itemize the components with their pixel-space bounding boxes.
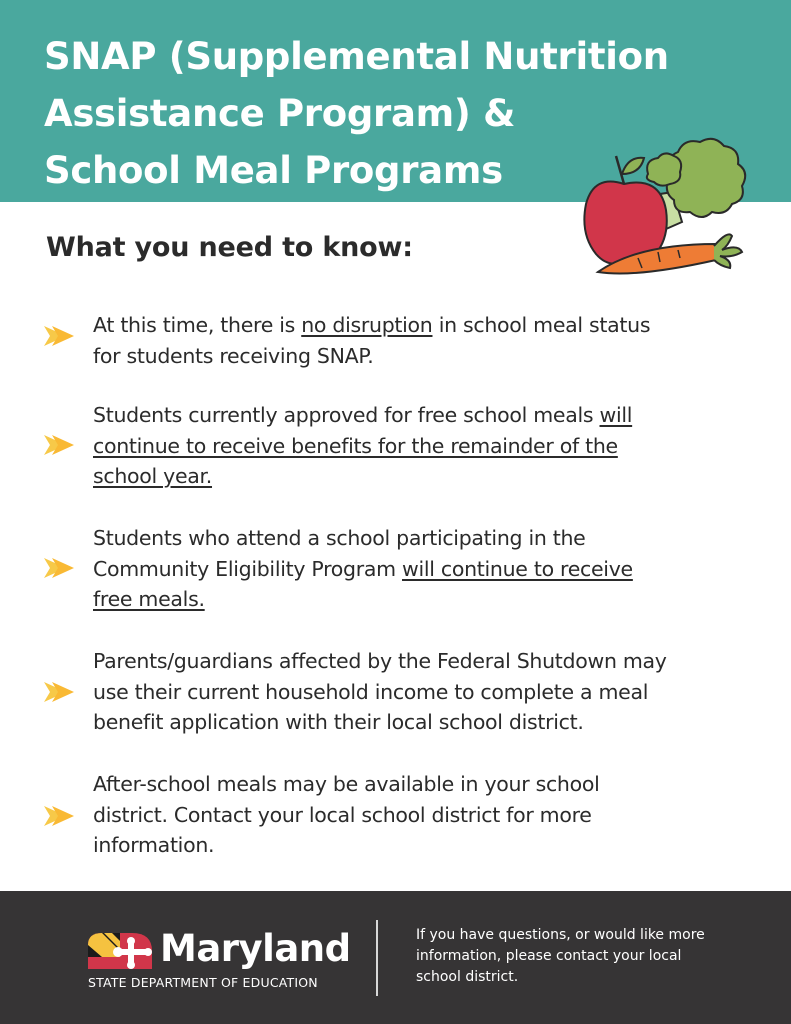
footer-divider [376, 920, 378, 996]
info-text: Students who attend a school participating in the Community Eligibility Program will continue to receive free meals. [93, 526, 633, 611]
section-heading: What you need to know: [46, 232, 413, 263]
msde-logo [88, 925, 351, 995]
page-title [44, 28, 669, 199]
info-text: At this time, there is no disruption in school meal status for students receiving SNAP. [93, 313, 651, 368]
title-line: Assistance Program) & [44, 92, 516, 135]
double-chevron-right-icon [44, 435, 74, 455]
maryland-flag-icon [88, 931, 152, 969]
title-line: School Meal Programs [44, 149, 503, 192]
info-text: After-school meals may be available in your school district. Contact your local school district for more information. [93, 772, 600, 857]
brand-name: Maryland [160, 927, 351, 970]
department-name: STATE DEPARTMENT OF EDUCATION [88, 975, 318, 990]
double-chevron-right-icon [44, 806, 74, 826]
apple-broccoli-carrot-icon [578, 134, 754, 284]
double-chevron-right-icon [44, 682, 74, 702]
contact-note: If you have questions, or would like more information, please contact your local school district. [416, 927, 705, 985]
info-text: Parents/guardians affected by the Federal Shutdown may use their current household income to complete a meal benefit application with their local school district. [93, 649, 667, 734]
double-chevron-right-icon [44, 558, 74, 578]
info-text: Students currently approved for free school meals will continue to receive benefits for the remainder of the school year. [93, 403, 633, 488]
title-line: SNAP (Supplemental Nutrition [44, 35, 669, 78]
double-chevron-right-icon [44, 326, 74, 346]
